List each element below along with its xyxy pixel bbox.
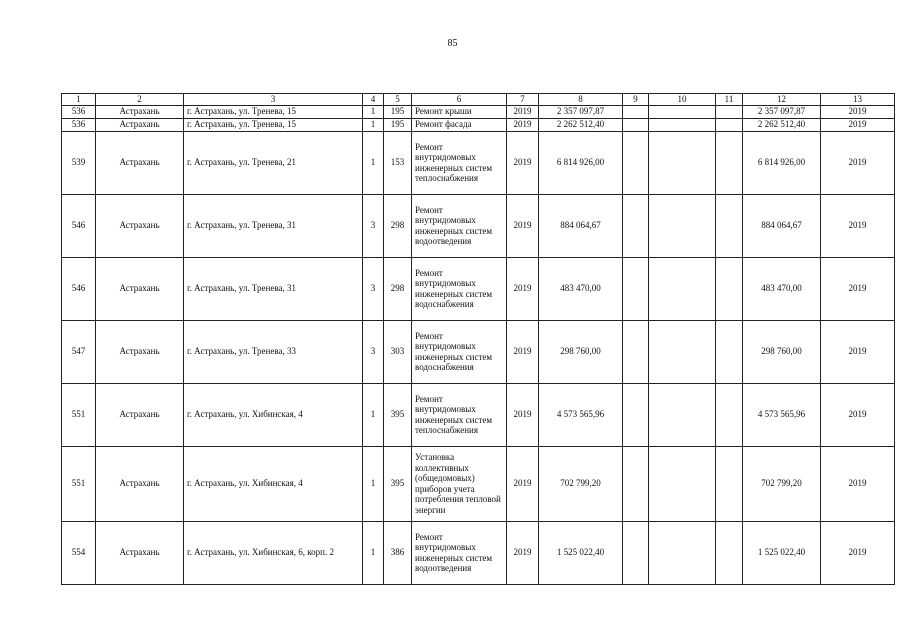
table-cell-c4: 1 (363, 131, 384, 194)
table-row (62, 257, 895, 320)
table-cell-c11 (716, 194, 743, 257)
column-header: 5 (384, 94, 412, 106)
table-cell-c1: 536 (62, 118, 96, 131)
table-cell-c2: Астрахань (96, 118, 184, 131)
table-cell-c6: Ремонт фасада (412, 118, 507, 131)
table-cell-c13: 2019 (821, 257, 895, 320)
table-cell-c8: 298 760,00 (539, 320, 623, 383)
table-cell-c3: г. Астрахань, ул. Тренева, 15 (184, 118, 363, 131)
table-cell-c8: 2 357 097,87 (539, 105, 623, 118)
table-cell-c13: 2019 (821, 446, 895, 521)
table-cell-c2: Астрахань (96, 320, 184, 383)
table-cell-c7: 2019 (507, 521, 539, 584)
table-cell-c13: 2019 (821, 383, 895, 446)
table-row (62, 105, 895, 118)
table-cell-c5: 298 (384, 194, 412, 257)
table-cell-c7: 2019 (507, 194, 539, 257)
table-row (62, 194, 895, 257)
table-cell-c3: г. Астрахань, ул. Тренева, 31 (184, 257, 363, 320)
table-cell-c13: 2019 (821, 105, 895, 118)
table-cell-c12: 6 814 926,00 (743, 131, 821, 194)
table-cell-c10 (649, 257, 716, 320)
table-cell-c12: 702 799,20 (743, 446, 821, 521)
table-row (62, 521, 895, 584)
table-cell-c8: 884 064,67 (539, 194, 623, 257)
table-cell-c13: 2019 (821, 131, 895, 194)
table-cell-c6: Ремонт внутридомовых инженерных систем водоснабжения (412, 257, 507, 320)
table-cell-c11 (716, 105, 743, 118)
table-cell-c4: 1 (363, 105, 384, 118)
table-row (62, 383, 895, 446)
column-header: 6 (412, 94, 507, 106)
table-cell-c2: Астрахань (96, 383, 184, 446)
column-header: 4 (363, 94, 384, 106)
table-cell-c3: г. Астрахань, ул. Тренева, 21 (184, 131, 363, 194)
works-table (61, 93, 895, 585)
table-cell-c1: 546 (62, 194, 96, 257)
table-cell-c8: 483 470,00 (539, 257, 623, 320)
table-cell-c12: 884 064,67 (743, 194, 821, 257)
table-cell-c11 (716, 257, 743, 320)
table-cell-c7: 2019 (507, 105, 539, 118)
table-cell-c7: 2019 (507, 383, 539, 446)
header-row (62, 94, 895, 106)
table-cell-c2: Астрахань (96, 446, 184, 521)
table-cell-c8: 1 525 022,40 (539, 521, 623, 584)
table-cell-c4: 1 (363, 521, 384, 584)
table-cell-c1: 551 (62, 383, 96, 446)
table-cell-c11 (716, 446, 743, 521)
table-cell-c12: 298 760,00 (743, 320, 821, 383)
column-header: 12 (743, 94, 821, 106)
table-cell-c11 (716, 320, 743, 383)
column-header: 1 (62, 94, 96, 106)
table-cell-c5: 395 (384, 383, 412, 446)
table-cell-c2: Астрахань (96, 521, 184, 584)
table-cell-c4: 1 (363, 383, 384, 446)
table-cell-c6: Ремонт крыши (412, 105, 507, 118)
table-cell-c9 (623, 446, 649, 521)
table-cell-c1: 539 (62, 131, 96, 194)
table-cell-c2: Астрахань (96, 194, 184, 257)
table-cell-c3: г. Астрахань, ул. Хибинская, 4 (184, 383, 363, 446)
table-cell-c8: 702 799,20 (539, 446, 623, 521)
table-row (62, 320, 895, 383)
table-cell-c3: г. Астрахань, ул. Хибинская, 6, корп. 2 (184, 521, 363, 584)
table-cell-c4: 1 (363, 118, 384, 131)
column-header: 7 (507, 94, 539, 106)
table-cell-c3: г. Астрахань, ул. Хибинская, 4 (184, 446, 363, 521)
table-cell-c5: 195 (384, 118, 412, 131)
table-cell-c7: 2019 (507, 118, 539, 131)
table-cell-c9 (623, 194, 649, 257)
column-header: 3 (184, 94, 363, 106)
table-cell-c7: 2019 (507, 257, 539, 320)
table-cell-c12: 2 357 097,87 (743, 105, 821, 118)
table-cell-c4: 1 (363, 446, 384, 521)
table-cell-c4: 3 (363, 257, 384, 320)
table-cell-c10 (649, 194, 716, 257)
table-cell-c6: Ремонт внутридомовых инженерных систем водоотведения (412, 194, 507, 257)
table-cell-c5: 303 (384, 320, 412, 383)
table-row (62, 446, 895, 521)
table-cell-c3: г. Астрахань, ул. Тренева, 33 (184, 320, 363, 383)
table-cell-c6: Ремонт внутридомовых инженерных систем теплоснабжения (412, 383, 507, 446)
column-header: 13 (821, 94, 895, 106)
table-cell-c12: 4 573 565,96 (743, 383, 821, 446)
table-cell-c5: 298 (384, 257, 412, 320)
table-cell-c10 (649, 383, 716, 446)
table-cell-c10 (649, 320, 716, 383)
table-cell-c1: 547 (62, 320, 96, 383)
table-cell-c11 (716, 118, 743, 131)
column-header: 8 (539, 94, 623, 106)
page-number: 85 (447, 38, 458, 49)
table-cell-c5: 153 (384, 131, 412, 194)
table-row (62, 118, 895, 131)
table-cell-c2: Астрахань (96, 105, 184, 118)
table-cell-c13: 2019 (821, 521, 895, 584)
table-cell-c6: Ремонт внутридомовых инженерных систем водоотведения (412, 521, 507, 584)
table-cell-c10 (649, 105, 716, 118)
table-cell-c13: 2019 (821, 320, 895, 383)
table-cell-c10 (649, 131, 716, 194)
table-cell-c9 (623, 383, 649, 446)
table-cell-c7: 2019 (507, 320, 539, 383)
table-cell-c4: 3 (363, 320, 384, 383)
table-cell-c12: 1 525 022,40 (743, 521, 821, 584)
table-cell-c7: 2019 (507, 446, 539, 521)
table-cell-c11 (716, 521, 743, 584)
table-cell-c2: Астрахань (96, 131, 184, 194)
table-cell-c9 (623, 105, 649, 118)
table-cell-c12: 483 470,00 (743, 257, 821, 320)
table-cell-c6: Установка коллективных (общедомовых) приборов учета потребления тепловой энергии (412, 446, 507, 521)
table-cell-c10 (649, 521, 716, 584)
table-cell-c4: 3 (363, 194, 384, 257)
table-cell-c10 (649, 118, 716, 131)
table-cell-c2: Астрахань (96, 257, 184, 320)
table-cell-c1: 551 (62, 446, 96, 521)
table-cell-c5: 386 (384, 521, 412, 584)
table-cell-c7: 2019 (507, 131, 539, 194)
table-cell-c9 (623, 131, 649, 194)
table-row (62, 131, 895, 194)
table-cell-c8: 6 814 926,00 (539, 131, 623, 194)
table-cell-c12: 2 262 512,40 (743, 118, 821, 131)
table-cell-c11 (716, 383, 743, 446)
table-cell-c1: 554 (62, 521, 96, 584)
table-cell-c11 (716, 131, 743, 194)
table-cell-c9 (623, 118, 649, 131)
table-cell-c13: 2019 (821, 118, 895, 131)
table-cell-c9 (623, 320, 649, 383)
table-cell-c3: г. Астрахань, ул. Тренева, 31 (184, 194, 363, 257)
table-cell-c8: 4 573 565,96 (539, 383, 623, 446)
table-cell-c1: 536 (62, 105, 96, 118)
table-cell-c3: г. Астрахань, ул. Тренева, 15 (184, 105, 363, 118)
column-header: 2 (96, 94, 184, 106)
table-cell-c13: 2019 (821, 194, 895, 257)
table-cell-c9 (623, 257, 649, 320)
table-cell-c10 (649, 446, 716, 521)
table-cell-c5: 195 (384, 105, 412, 118)
column-header: 10 (649, 94, 716, 106)
table-cell-c1: 546 (62, 257, 96, 320)
table-cell-c8: 2 262 512,40 (539, 118, 623, 131)
column-header: 11 (716, 94, 743, 106)
table-cell-c9 (623, 521, 649, 584)
column-header: 9 (623, 94, 649, 106)
table-cell-c6: Ремонт внутридомовых инженерных систем водоснабжения (412, 320, 507, 383)
table-cell-c6: Ремонт внутридомовых инженерных систем теплоснабжения (412, 131, 507, 194)
table-cell-c5: 395 (384, 446, 412, 521)
